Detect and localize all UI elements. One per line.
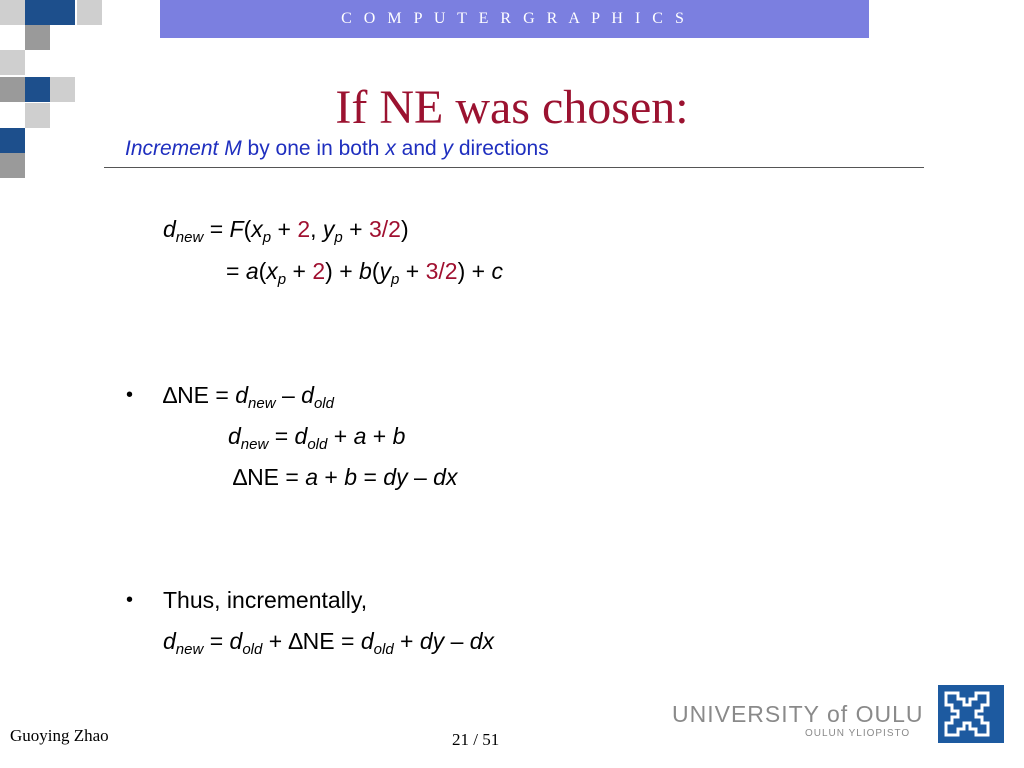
- slide-title: If NE was chosen:: [335, 81, 689, 134]
- bullet-1-line-3: ∆NE = a + b = dy – dx: [233, 464, 458, 490]
- university-subtitle: OULUN YLIOPISTO: [805, 728, 911, 739]
- equation-expanded: = $a(x_p + 2) + b(y_p + 3/2) + c$: [226, 258, 503, 288]
- footer-author: Guoying Zhao: [10, 726, 109, 745]
- bullet-2-text: Thus, incrementally,: [163, 587, 368, 613]
- university-logo-icon: [938, 685, 1004, 743]
- bullet-1-dot: •: [126, 384, 134, 406]
- header-title: C O M P U T E R G R A P H I C S: [341, 10, 688, 27]
- page-number: 21 / 51: [452, 730, 500, 749]
- title-divider: [104, 167, 924, 168]
- bullet-2-dot: •: [126, 589, 134, 611]
- bullet-1-line-1: $\Delta NE = d_{new} - d_{old}$: [163, 382, 334, 412]
- slide-subtitle: Increment M by one in both x and y directions: [125, 137, 549, 160]
- university-name: UNIVERSITY of OULU: [672, 701, 924, 727]
- equation-dnew-F: $d_{new} = F(x_p + 2$, $y_p + 3/2$): [163, 216, 409, 246]
- bullet-1-line-2: $d_{new} = d_{old} + a + b$: [228, 423, 406, 453]
- bullet-2-line-2: $d_{new} = d_{old} + \Delta NE = d_{old}$ + dy – dx: [163, 628, 495, 658]
